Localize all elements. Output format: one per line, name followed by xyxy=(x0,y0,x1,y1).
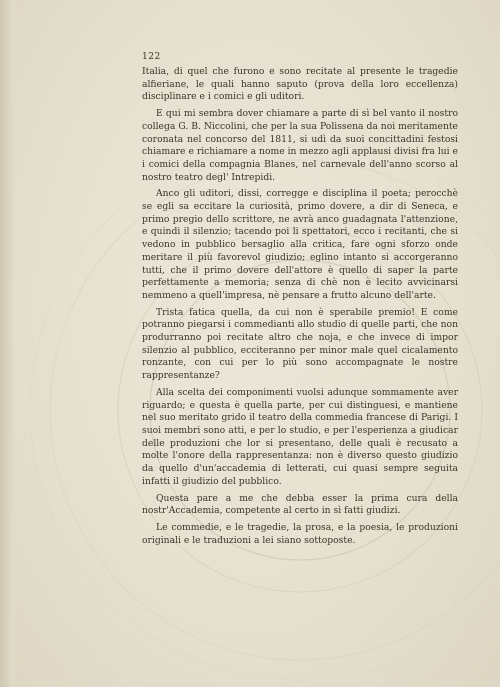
paragraph: Le commedie, e le tragedie, la prosa, e la poesia, le produzioni originali e le traduzioni a lei siano sottoposte. xyxy=(142,521,458,546)
page-number: 122 xyxy=(142,52,161,62)
body-text xyxy=(142,66,458,551)
binding-edge xyxy=(0,0,14,687)
paragraph: E qui mi sembra dover chiamare a parte di sì bel vanto il nostro collega G. B. Niccolini, che per la sua Polissena da noi meritamente coronata nel concorso del 1811, si udì da suoi concittadini festosi chiamare e richiamare a nome in mezzo agli applausi divisi fra lui e i comici della compagnia Blanes, nel carnevale dell'anno scorso al nostro teatro degl' Intrepidi. xyxy=(142,108,458,183)
paragraph: Questa pare a me che debba esser la prima cura della nostr'Accademia, competente al certo in sì fatti giudizi. xyxy=(142,492,458,517)
paragraph: Alla scelta dei componimenti vuolsi adunque sommamente aver riguardo; e questa è quella parte, per cui distinguesi, e mantiene nel suo meritato grido il teatro della commedia francese di Parigi. I suoi membri sono atti, e per lo studio, e per l'esperienza a giudicar delle produzioni che lor si presentano, delle quali è recusato a molte l'onore della rappresentanza: non è diverso questo giudizio da quello d'un'accademia di letterati, cui quasi sempre seguita infatti il giudizio del pubblico. xyxy=(142,386,458,487)
paragraph: Trista fatica quella, da cui non è sperabile premio! E come potranno piegarsi i commedianti allo studio di quelle parti, che non produrranno poi recitate altro che noja, e che invece di impor silenzio al pubblico, ecciteranno per minor male quel cicalamento ronzante, con cui per lo più sono accompagnate le nostre rappresentanze? xyxy=(142,306,458,382)
paragraph: Italia, di quel che furono e sono recitate al presente le tragedie alfieriane, le quali hanno saputo (prova della loro eccellenza) disciplinare e i comici e gli uditori. xyxy=(142,66,458,103)
paragraph: Anco gli uditori, dissi, corregge e disciplina il poeta; perocchè se egli sa eccitare la curiosità, primo dovere, a dir di Seneca, e primo pregio dello scrittore, ne avrà anco guadagnata l'attenzione, e quindi il silenzio; tacendo poi li spettatori, ecco i recitanti, che si vedono in pubblico bersaglio alla critica, fare ogni sforzo onde meritare il più favorevol giudizio; eglino intanto si accorgeranno tutti, che il primo dovere dell'attore è quello di saper la parte perfettamente a memoria; senza di chè non è lecito avvicinarsi nemmeno a quell'impresa, nè pensare a frutto alcuno dell'arte. xyxy=(142,188,458,301)
